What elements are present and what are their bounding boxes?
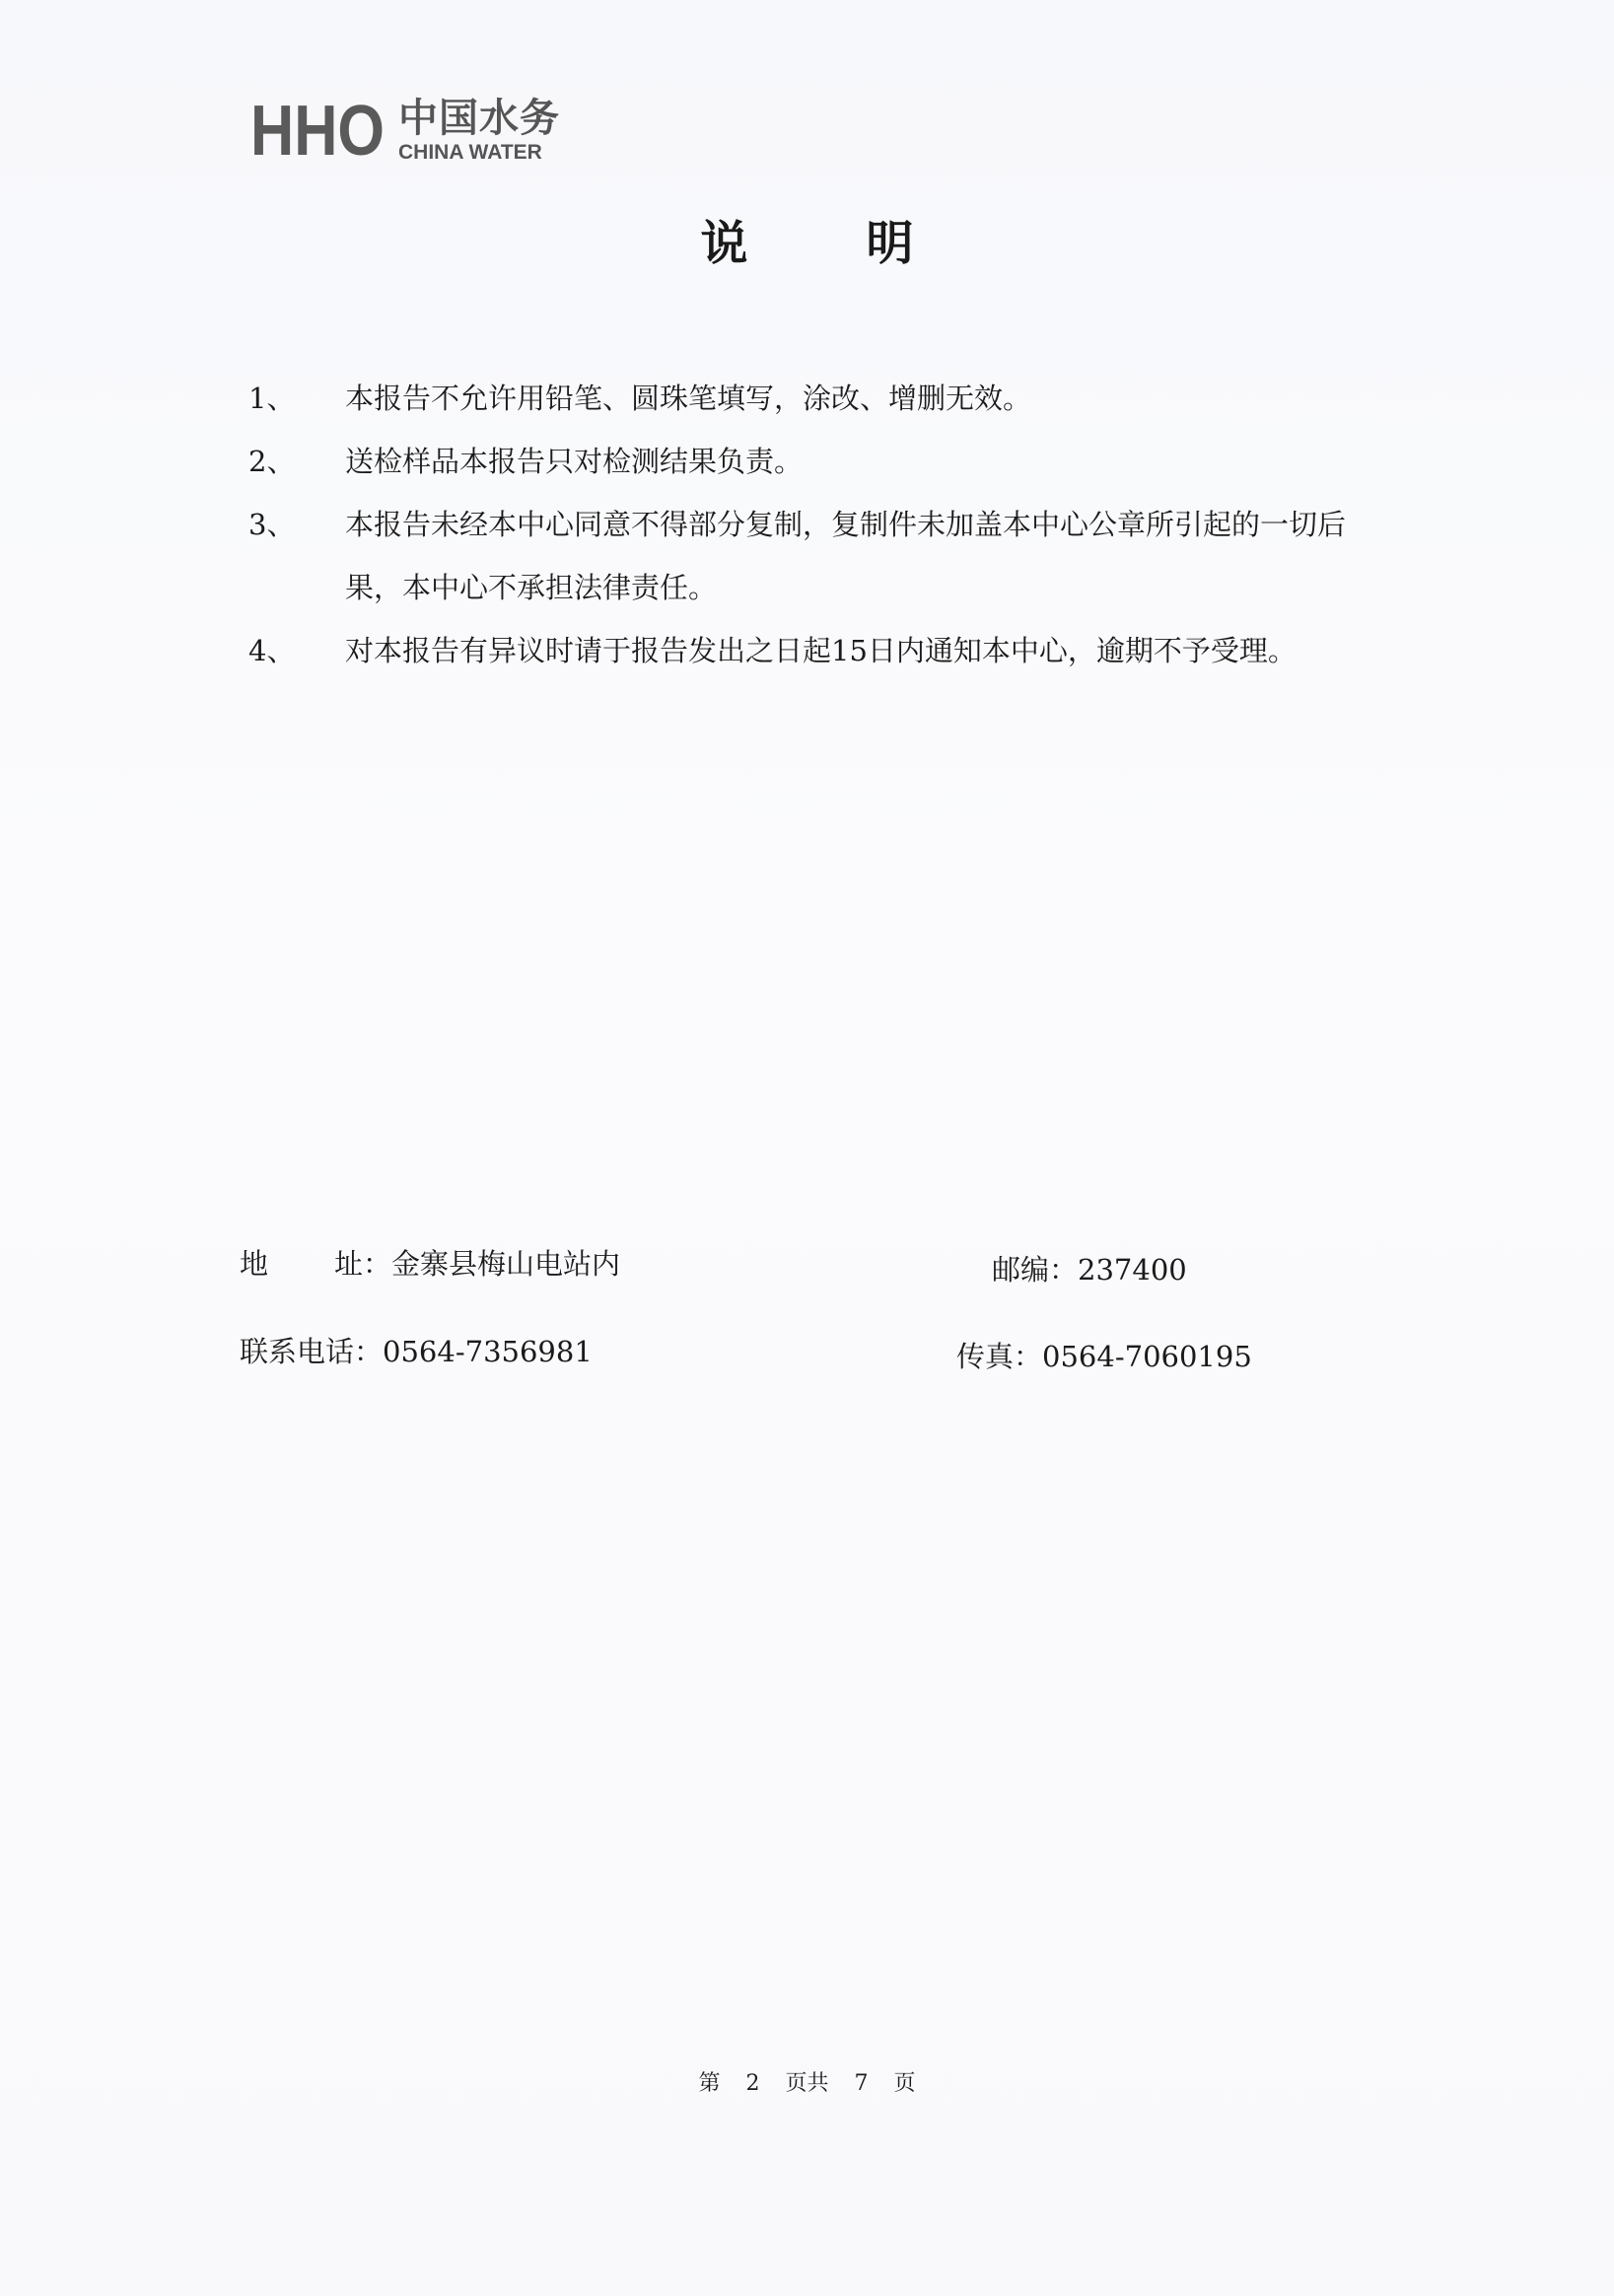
footer-suffix: 页 [893,2071,916,2096]
company-logo [250,91,560,170]
note-item-2 [248,430,1382,493]
note-text: 本报告不允许用铅笔、圆珠笔填写，涂改、增删无效。 [345,382,1032,415]
footer-current-page: 2 [745,2071,760,2096]
logo-text [398,95,560,164]
logo-en-text: CHINA WATER [398,140,542,164]
footer-middle: 页共 [785,2071,829,2096]
note-number: 2、 [248,445,296,478]
fax-value: 0564-7060195 [1042,1340,1252,1373]
address-value: 金寨县梅山电站内 [391,1247,621,1281]
note-item-4 [248,619,1382,682]
note-item-3 [248,493,1382,619]
logo-cn-text: 中国水务 [398,95,560,141]
note-text: 本报告未经本中心同意不得部分复制，复制件未加盖本中心公章所引起的一切后果，本中心不承担法律责任。 [345,508,1347,604]
address-label-1: 地 [240,1247,269,1281]
page-footer [0,2066,1614,2097]
note-number: 4、 [248,634,296,667]
note-number: 3、 [248,508,296,541]
address-label-2: 址： [334,1247,392,1281]
page-title: 说明 [700,216,1032,271]
phone-label: 联系电话： [240,1335,384,1368]
zip-line [992,1250,1187,1289]
fax-line [956,1337,1252,1376]
address-line [240,1244,620,1284]
phone-value: 0564-7356981 [383,1335,593,1368]
zip-value: 237400 [1078,1253,1187,1287]
note-text: 对本报告有异议时请于报告发出之日起15日内通知本中心，逾期不予受理。 [345,634,1297,667]
note-item-1 [248,367,1382,430]
note-text: 送检样品本报告只对检测结果负责。 [345,445,804,478]
zip-label: 邮编： [992,1253,1079,1287]
footer-total-pages: 7 [854,2071,869,2096]
svg-text:HHO: HHO [250,92,385,171]
fax-label: 传真： [956,1340,1043,1373]
notes-list [248,367,1382,682]
note-number: 1、 [248,382,296,415]
hho-logo-mark [250,92,386,171]
footer-prefix: 第 [698,2071,721,2096]
phone-line [240,1332,593,1371]
